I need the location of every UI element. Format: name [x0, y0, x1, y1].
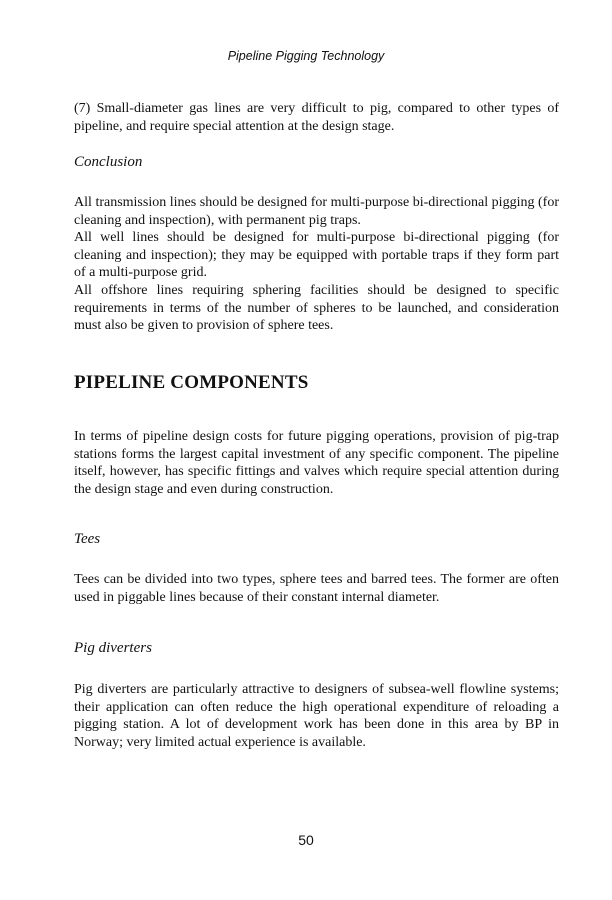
conclusion-paragraph-2: All well lines should be designed for multi-purpose bi-directional pigging (for cleaning and inspection); they may be equipped with portable traps if they form part of a multi-purpose grid. [74, 230, 559, 281]
conclusion-heading: Conclusion [74, 154, 143, 170]
page-number: 50 [298, 832, 314, 848]
section-heading: PIPELINE COMPONENTS [74, 372, 309, 393]
running-head: Pipeline Pigging Technology [227, 49, 385, 63]
conclusion-paragraph-1: All transmission lines should be designed for multi-purpose bi-directional pigging (for cleaning and inspection), with permanent pig traps. [74, 195, 559, 228]
intro-item-paragraph: (7) Small-diameter gas lines are very difficult to pig, compared to other types of pipeline, and require special attention at the design stage. [74, 101, 559, 134]
conclusion-section [74, 194, 559, 335]
tees-heading: Tees [74, 531, 101, 547]
tees-paragraph: Tees can be divided into two types, sphere tees and barred tees. The former are often used in piggable lines because of their constant internal diameter. [74, 572, 559, 605]
pig-diverters-heading: Pig diverters [74, 640, 152, 656]
pig-diverters-paragraph: Pig diverters are particularly attractive to designers of subsea-well flowline systems; their application can often reduce the high operational expenditure of reloading a pigging station. A lot of development work has been done in this area by BP in Norway; very limited actual experience is available. [74, 682, 559, 750]
components-intro-paragraph: In terms of pipeline design costs for future pigging operations, provision of pig-trap stations forms the largest capital investment of any specific component. The pipeline itself, however, has specific fittings and valves which require special attention during the design stage and even during construction. [74, 429, 559, 497]
conclusion-paragraph-3: All offshore lines requiring sphering facilities should be designed to specific requirements in terms of the number of spheres to be launched, and consideration must also be given to provision of sphere tees. [74, 282, 559, 334]
